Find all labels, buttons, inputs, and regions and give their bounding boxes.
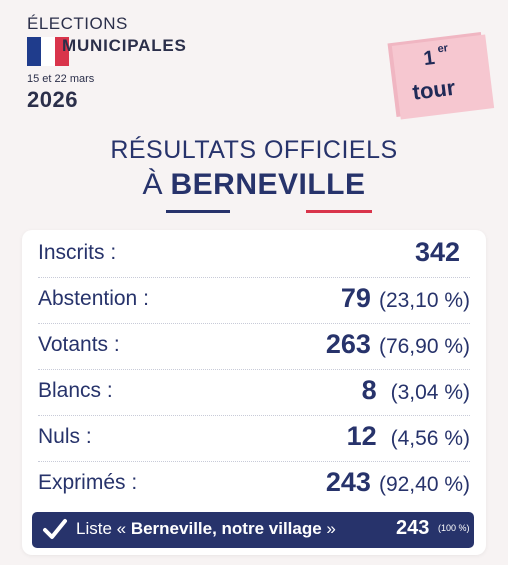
page-title: RÉSULTATS OFFICIELS (110, 136, 398, 164)
result-row-blancs (22, 370, 486, 416)
result-percent: (4,56 %) (390, 427, 470, 450)
result-percent: (76,90 %) (378, 335, 470, 358)
results-card (22, 230, 486, 555)
result-number: 342 (414, 237, 460, 267)
winner-percent: (100 %) (438, 523, 470, 533)
result-row-abstention (22, 278, 486, 324)
winner-suffix: » (326, 519, 336, 538)
result-value (341, 283, 470, 314)
check-icon (42, 516, 68, 542)
town-title (0, 168, 508, 202)
result-label: Exprimés : (38, 471, 138, 494)
result-label: Inscrits : (38, 241, 117, 264)
round-suffix: er (436, 42, 449, 56)
result-label: Blancs : (38, 379, 113, 402)
town-prefix: À (142, 168, 163, 201)
result-row-inscrits (22, 232, 486, 278)
round-number: 1 (422, 46, 437, 71)
result-value (326, 329, 470, 360)
result-value (347, 421, 470, 452)
winner-prefix: Liste « (76, 519, 127, 538)
result-percent: (23,10 %) (378, 289, 470, 312)
result-percent: (3,04 %) (390, 381, 470, 404)
election-dates: 15 et 22 mars (27, 73, 95, 85)
result-value (415, 237, 460, 268)
result-label: Nuls : (38, 425, 92, 448)
result-number: 263 (325, 329, 371, 359)
title-underline-blue (166, 210, 230, 213)
result-number: 79 (340, 283, 371, 313)
municipales-label: MUNICIPALES (62, 36, 187, 55)
result-number: 12 (346, 421, 377, 451)
winner-list-label (76, 519, 336, 539)
winner-list-name: Berneville, notre village (130, 519, 322, 538)
result-row-exprimes (22, 462, 486, 508)
result-number: 243 (325, 467, 371, 497)
title-underline-red (306, 210, 372, 213)
result-label: Votants : (38, 333, 120, 356)
round-badge (392, 35, 494, 120)
round-label: tour (411, 74, 457, 105)
election-year: 2026 (27, 87, 78, 112)
elections-label: ÉLECTIONS (27, 14, 128, 33)
winner-banner (32, 512, 474, 548)
result-row-nuls (22, 416, 486, 462)
result-number: 8 (361, 375, 377, 405)
town-name: BERNEVILLE (170, 168, 366, 201)
result-value (362, 375, 470, 406)
result-row-votants (22, 324, 486, 370)
result-value (326, 467, 470, 498)
result-percent: (92,40 %) (378, 473, 470, 496)
result-label: Abstention : (38, 287, 149, 310)
winner-votes: 243 (396, 517, 430, 539)
